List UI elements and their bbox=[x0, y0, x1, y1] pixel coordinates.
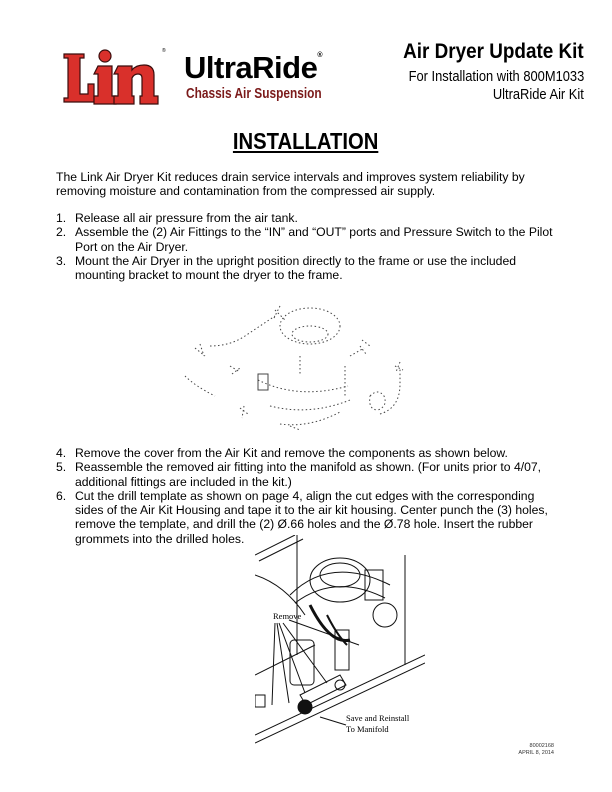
step-number: 2. bbox=[56, 225, 67, 240]
step-text: mounting bracket to mount the dryer to the frame. bbox=[75, 268, 343, 283]
step-text: Cut the drill template as shown on page 4, align the cut edges with the corresponding bbox=[75, 488, 535, 503]
ultraride-wordmark bbox=[184, 52, 322, 83]
document-title: Air Dryer Update Kit bbox=[403, 40, 584, 63]
step-text: grommets into the drilled holes. bbox=[75, 531, 245, 546]
product-name: UltraRide bbox=[184, 50, 318, 85]
step-text: additional fittings are included in the kit.) bbox=[75, 474, 292, 489]
intro-line: The Link Air Dryer Kit reduces drain service intervals and improves system reliability by bbox=[56, 170, 525, 184]
figure-label-save-reinstall bbox=[346, 713, 409, 734]
step-number: 6. bbox=[56, 488, 67, 503]
link-logo bbox=[62, 40, 174, 106]
step-text: Release all air pressure from the air tank. bbox=[75, 211, 298, 225]
step-text: remove the template, and drill the (2) Ø.66 holes and the Ø.78 hole. Insert the rubber bbox=[75, 517, 533, 532]
step-text: Assemble the (2) Air Fittings to the “IN” and “OUT” ports and Pressure Switch to the Pilot bbox=[75, 225, 553, 240]
document-number: 80002168 bbox=[529, 743, 554, 749]
step-item-1 bbox=[56, 211, 553, 225]
step-number: 1. bbox=[56, 211, 67, 225]
figure-label-line: Save and Reinstall bbox=[346, 713, 410, 723]
step-number: 4. bbox=[56, 446, 67, 460]
step-item-3 bbox=[56, 254, 553, 283]
document-footer bbox=[518, 743, 554, 757]
link-logo-icon bbox=[62, 40, 174, 106]
registered-mark: ® bbox=[317, 52, 322, 59]
air-dryer-figure bbox=[180, 296, 420, 436]
step-number: 5. bbox=[56, 460, 67, 475]
step-item-4 bbox=[56, 446, 548, 460]
step-text: Remove the cover from the Air Kit and remove the components as shown below. bbox=[75, 446, 508, 460]
step-text: Reassemble the removed air fitting into the manifold as shown. (For units prior to 4/07, bbox=[75, 460, 542, 475]
section-heading bbox=[0, 128, 612, 155]
step-item-2 bbox=[56, 225, 553, 254]
air-dryer-illustration-icon bbox=[180, 296, 420, 436]
step-item-5 bbox=[56, 460, 548, 489]
step-text: Port on the Air Dryer. bbox=[75, 239, 189, 254]
section-heading-text: INSTALLATION bbox=[233, 128, 379, 154]
intro-paragraph bbox=[56, 170, 525, 199]
step-number: 3. bbox=[56, 253, 67, 268]
intro-line: removing moisture and contamination from the compressed air supply. bbox=[56, 184, 436, 199]
document-date: APRIL 8, 2014 bbox=[518, 750, 554, 756]
steps-list-part1 bbox=[56, 211, 553, 282]
document-subtitle-line2: UltraRide Air Kit bbox=[492, 86, 584, 103]
steps-list-part2 bbox=[56, 446, 548, 546]
svg-text:®: ® bbox=[162, 48, 166, 54]
document-subtitle-line1: For Installation with 800M1033 bbox=[408, 68, 584, 85]
figure-label-remove: Remove bbox=[273, 611, 302, 621]
step-text: Mount the Air Dryer in the upright position directly to the frame or use the included bbox=[75, 253, 517, 268]
step-text: sides of the Air Kit Housing and tape it to the air kit housing. Center punch the (3) holes, bbox=[75, 503, 548, 518]
logo-tagline: Chassis Air Suspension bbox=[186, 86, 322, 102]
figure-label-line: To Manifold bbox=[346, 723, 389, 734]
